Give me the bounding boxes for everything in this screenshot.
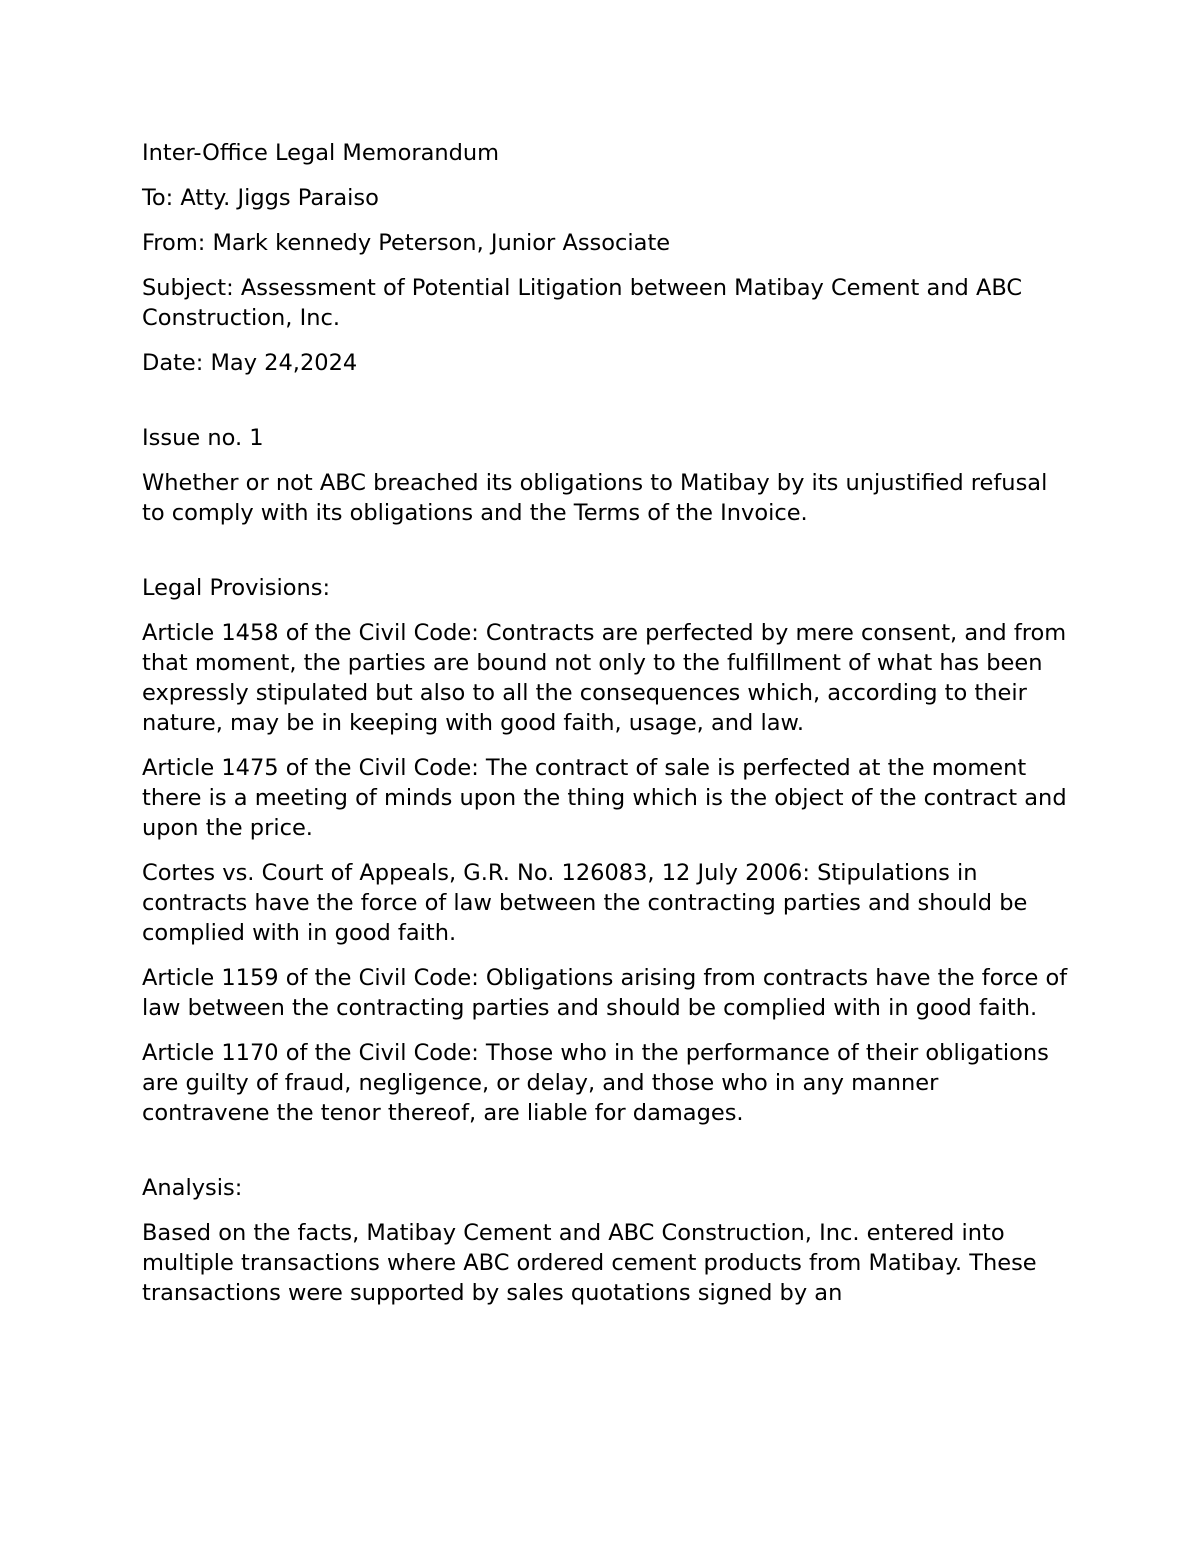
issue-text: Whether or not ABC breached its obligations to Matibay by its unjustified refusal to comply with its obligations and the Terms of the Invoice. xyxy=(142,470,1048,526)
memo-title: Inter-Office Legal Memorandum xyxy=(142,140,500,166)
spacer xyxy=(142,543,1072,573)
memo-to: To: Atty. Jiggs Paraiso xyxy=(142,185,379,211)
spacer xyxy=(142,393,1072,423)
provisions-heading: Legal Provisions: xyxy=(142,575,331,601)
provision-paragraph: Article 1475 of the Civil Code: The contract of sale is perfected at the moment there is a meeting of minds upon the thing which is the object of the contract and upon the price. xyxy=(142,755,1067,841)
memo-body xyxy=(142,138,1072,1323)
memo-from: From: Mark kennedy Peterson, Junior Associate xyxy=(142,230,671,256)
issue-heading: Issue no. 1 xyxy=(142,425,264,451)
spacer xyxy=(142,1143,1072,1173)
memo-date: Date: May 24,2024 xyxy=(142,350,358,376)
provision-paragraph: Article 1159 of the Civil Code: Obligations arising from contracts have the force of law between the contracting parties and should be complied with in good faith. xyxy=(142,965,1068,1021)
provision-paragraph: Cortes vs. Court of Appeals, G.R. No. 126083, 12 July 2006: Stipulations in contracts have the force of law between the contracting parties and should be complied with in good faith. xyxy=(142,860,1028,946)
provision-paragraph: Article 1458 of the Civil Code: Contracts are perfected by mere consent, and from that moment, the parties are bound not only to the fulfillment of what has been expressly stipulated but also to all the consequences which, according to their nature, may be in keeping with good faith, usage, and law. xyxy=(142,620,1067,736)
provision-paragraph: Article 1170 of the Civil Code: Those who in the performance of their obligations are guilty of fraud, negligence, or delay, and those who in any manner contravene the tenor thereof, are liable for damages. xyxy=(142,1040,1049,1126)
memo-subject: Subject: Assessment of Potential Litigation between Matibay Cement and ABC Construction, Inc. xyxy=(142,275,1023,331)
analysis-text: Based on the facts, Matibay Cement and ABC Construction, Inc. entered into multiple transactions where ABC ordered cement products from Matibay. These transactions were supported by sales quotations signed by an xyxy=(142,1220,1037,1306)
analysis-heading: Analysis: xyxy=(142,1175,243,1201)
